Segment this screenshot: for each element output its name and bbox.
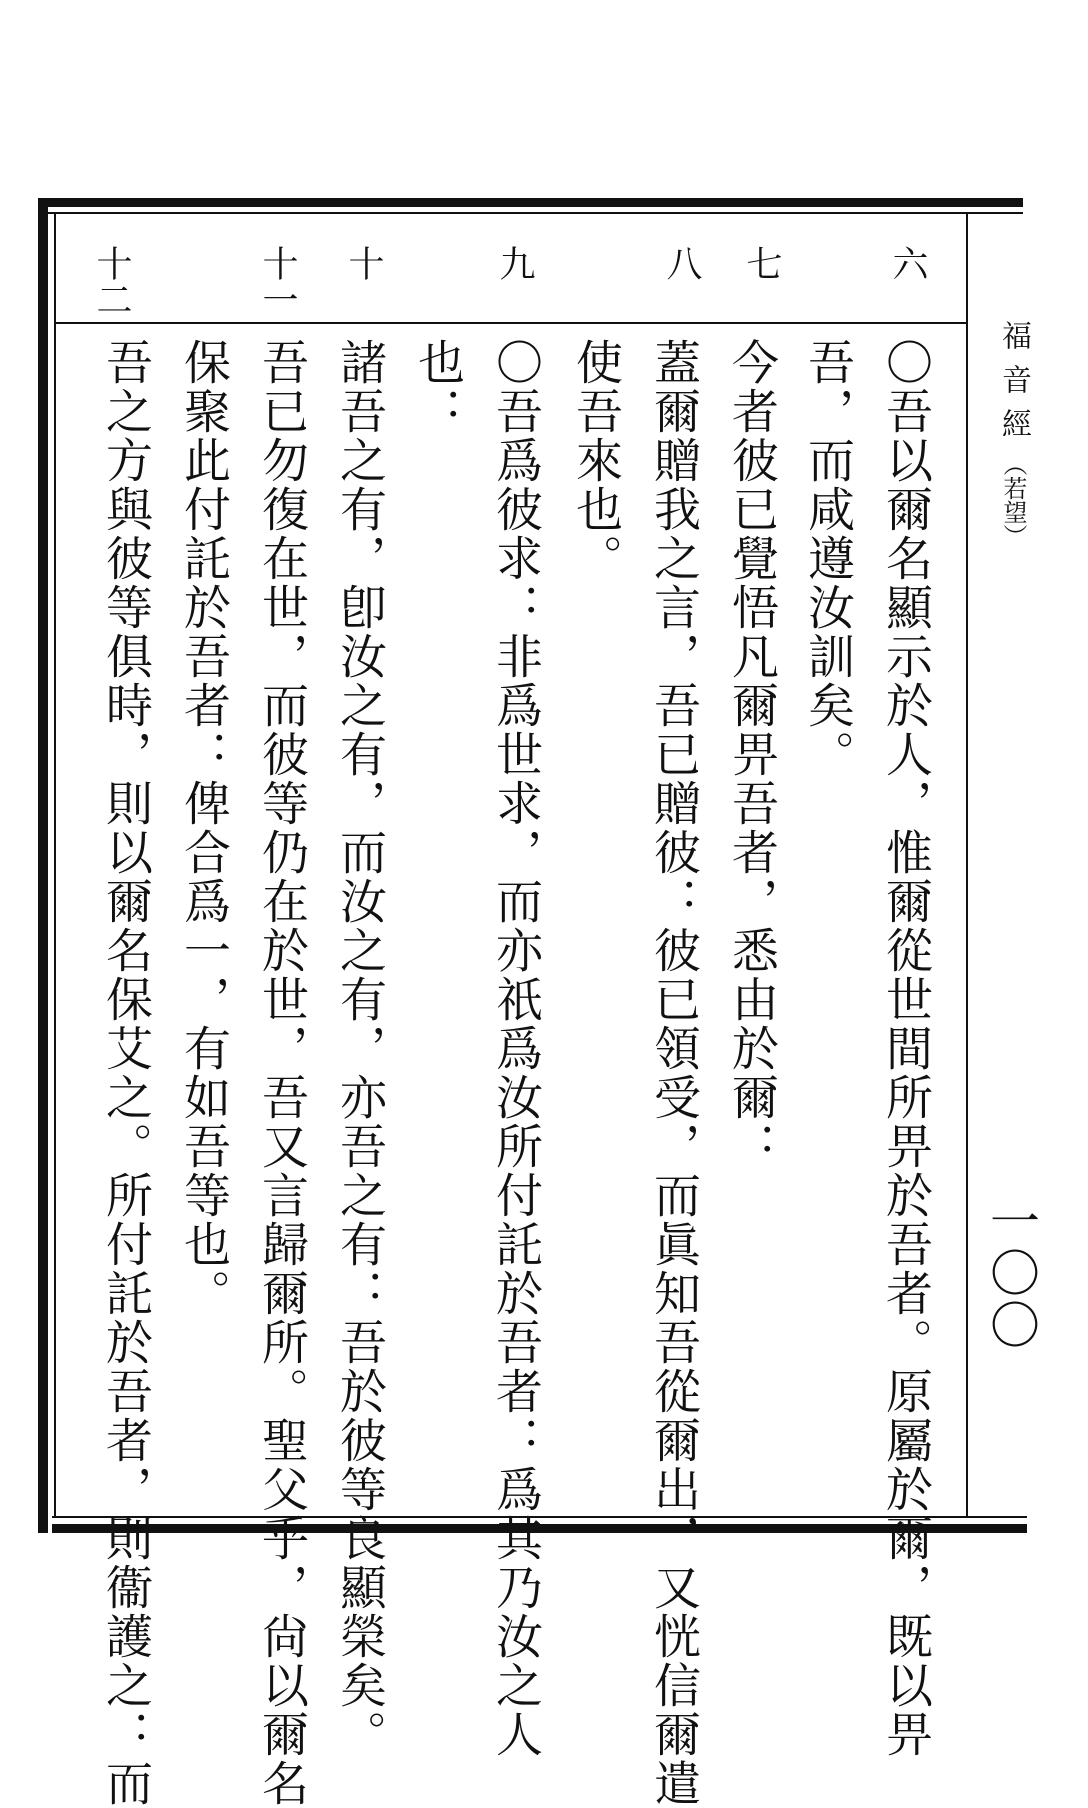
book-subtitle: （若望）	[999, 452, 1027, 548]
running-header	[985, 320, 1035, 548]
text-column: 也：	[410, 338, 465, 436]
page-number: 一〇〇	[982, 1195, 1040, 1351]
frame-left-border	[38, 198, 48, 1533]
text-column: 使吾來也。	[568, 338, 623, 583]
text-column: 諸吾之有，卽汝之有，而汝之有，亦吾之有：吾於彼等良顯榮矣。	[332, 338, 387, 1759]
verse-number: 十一	[257, 245, 298, 317]
text-column: 保聚此付託於吾者：俾合爲一，有如吾等也。	[176, 338, 231, 1318]
frame-left-inner-border	[54, 212, 56, 1518]
verse-number: 十	[343, 245, 384, 281]
frame-top-inner-border	[38, 212, 1023, 214]
verse-number: 七	[741, 245, 782, 281]
text-column: 吾已勿復在世，而彼等仍在於世，吾又言歸爾所。聖父乎，尙以爾名	[254, 338, 309, 1808]
verse-number: 八	[661, 245, 702, 281]
text-column: 吾之方與彼等俱時，則以爾名保艾之。所付託於吾者，則衞護之：而	[98, 338, 153, 1808]
text-column: 〇吾爲彼求：非爲世求，而亦祇爲汝所付託於吾者：爲其乃汝之人	[488, 338, 543, 1759]
verse-number: 九	[494, 245, 535, 281]
frame-top-border	[38, 198, 1023, 207]
text-column: 蓋爾贈我之言，吾已贈彼：彼已領受，而眞知吾從爾出，又恍信爾遣	[646, 338, 701, 1808]
text-column: 〇吾以爾名顯示於人，惟爾從世間所畀於吾者。原屬於爾，既以畀	[878, 338, 933, 1759]
verse-number: 十二	[91, 245, 132, 317]
text-column: 今者彼已覺悟凡爾畀吾者，悉由於爾：	[724, 338, 779, 1171]
verse-number-rule	[56, 322, 966, 324]
verse-number: 六	[887, 245, 928, 281]
text-column: 吾，而咸遵汝訓矣。	[800, 338, 855, 779]
frame-right-border	[966, 212, 968, 1518]
book-title: 福音經	[996, 320, 1031, 452]
